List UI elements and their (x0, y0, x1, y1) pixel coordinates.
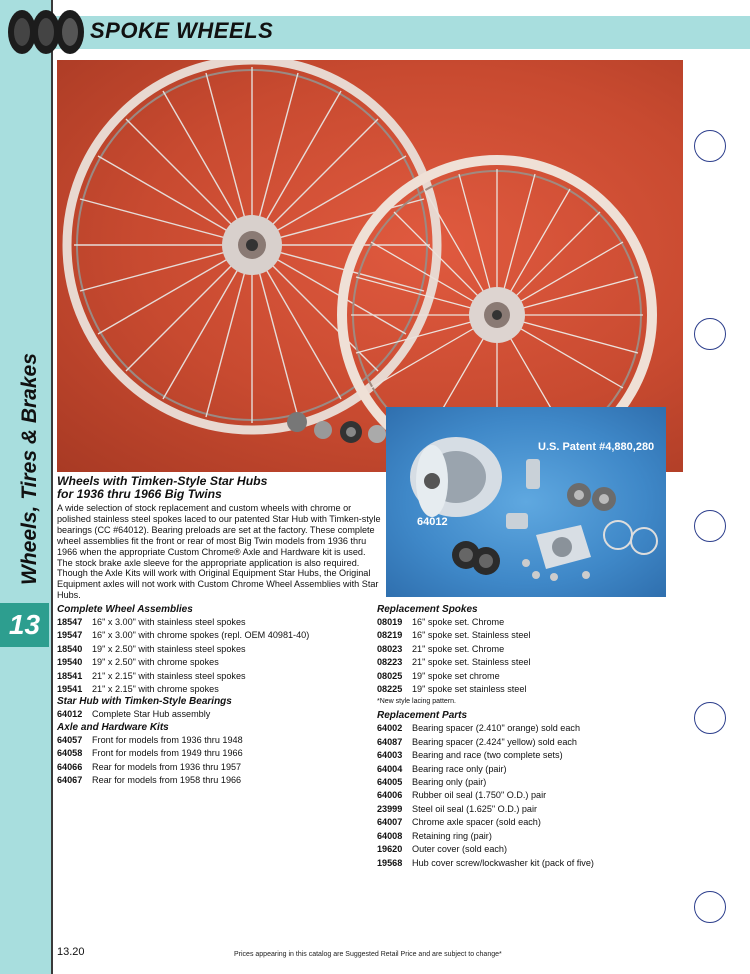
list-item (57, 708, 377, 721)
list-item (377, 749, 697, 762)
part-description: Rear for models from 1936 thru 1957 (92, 761, 242, 772)
list-item (57, 656, 377, 669)
part-number: 19540 (57, 657, 83, 668)
part-number: 64012 (57, 709, 83, 720)
section-heading: Star Hub with Timken-Style Bearings (57, 696, 232, 708)
part-number: 64006 (377, 790, 403, 801)
part-description: Hub cover screw/lockwasher kit (pack of five) (412, 857, 594, 868)
list-item (377, 683, 697, 696)
part-number: 64007 (377, 817, 403, 828)
list-item (57, 774, 377, 787)
right-column (377, 604, 697, 870)
part-number: 19568 (377, 857, 403, 868)
part-number: 23999 (377, 803, 403, 814)
part-description: Retaining ring (pair) (412, 830, 492, 841)
star-hub-inset-photo (386, 407, 666, 597)
list-item (377, 670, 697, 683)
part-description: 19" spoke set stainless steel (412, 684, 527, 695)
intro-title (57, 475, 387, 501)
tires-logo-icon (4, 6, 90, 58)
part-number: 08019 (377, 617, 403, 627)
list-item (377, 656, 697, 669)
left-column (57, 604, 377, 787)
part-description: Steel oil seal (1.625" O.D.) pair (412, 803, 538, 814)
list-item (57, 747, 377, 760)
list-item (57, 670, 377, 683)
part-description: 19" x 2.50" with stainless steel spokes (92, 643, 246, 654)
part-number: 08025 (377, 670, 403, 681)
list-item (377, 843, 697, 856)
part-description: Bearing only (pair) (412, 777, 487, 788)
part-description: Front for models from 1949 thru 1966 (92, 748, 243, 759)
list-item (377, 816, 697, 829)
part-description: 21" x 2.15" with stainless steel spokes (92, 670, 246, 681)
part-description: 16" spoke set. Chrome (412, 617, 505, 627)
intro-title-line1: Wheels with Timken-Style Star Hubs (57, 474, 268, 488)
intro-body: A wide selection of stock replacement and custom wheels with chrome or polished stainless steel spokes laced to our patented Star Hub with Timken-style bearings (CC #64012). Bearing preloads are set at the factory. These complete wheel assemblies fit the front or rear of most Big Twin models from 1936 thru 1966 when the appropriate Custom Chrome® Axle and Hardware kit is used. The stock brake axle sleeve for the appropriate application is also required. Though the Axle Kits will work with Original Equipment Star Hubs, the Original Equipment axles will not work with Custom Chrome Wheel Assemblies with Star Hubs. (57, 503, 381, 601)
part-number: 18540 (57, 643, 83, 654)
binder-hole-icon (694, 891, 726, 923)
part-number: 18547 (57, 617, 83, 627)
part-description: Chrome axle spacer (sold each) (412, 817, 541, 828)
part-number: 08223 (377, 657, 403, 668)
part-number: 64003 (377, 750, 403, 761)
complete-wheel-assemblies-section (57, 604, 377, 696)
part-description: 16" x 3.00" with stainless steel spokes (92, 617, 246, 627)
list-item (377, 643, 697, 656)
binder-hole-icon (694, 318, 726, 350)
part-number: 08225 (377, 684, 403, 695)
part-number: 64066 (57, 761, 83, 772)
list-item (57, 683, 377, 696)
price-disclaimer: Prices appearing in this catalog are Suggested Retail Price and are subject to change* (234, 951, 502, 958)
list-item (57, 629, 377, 642)
intro-title-line2: for 1936 thru 1966 Big Twins (57, 487, 222, 501)
part-description: Front for models from 1936 thru 1948 (92, 734, 243, 745)
part-description: Bearing spacer (2.410" orange) sold each (412, 723, 581, 734)
section-heading: Complete Wheel Assemblies (57, 604, 193, 615)
part-number: 19541 (57, 684, 83, 695)
part-description: 21" spoke set. Chrome (412, 643, 505, 654)
list-item (377, 776, 697, 789)
sidebar-divider (51, 0, 53, 974)
part-description: 19" x 2.50" with chrome spokes (92, 657, 219, 668)
list-item (57, 734, 377, 747)
part-description: 21" x 2.15" with chrome spokes (92, 684, 219, 695)
part-number: 64004 (377, 763, 403, 774)
star-hub-section (57, 696, 377, 721)
list-item (377, 722, 697, 735)
part-number: 18541 (57, 670, 83, 681)
part-number: 64005 (377, 777, 403, 788)
part-description: Bearing and race (two complete sets) (412, 750, 563, 761)
sidebar-section-title (6, 330, 46, 590)
page-title: SPOKE WHEELS (90, 18, 274, 43)
part-number: 19547 (57, 630, 83, 641)
part-number: 19620 (377, 844, 403, 855)
part-description: Bearing race only (pair) (412, 763, 507, 774)
list-item (377, 616, 697, 629)
list-item (377, 789, 697, 802)
star-hub-illustration (386, 407, 666, 597)
list-item (377, 857, 697, 870)
page-number: 13.20 (57, 946, 85, 958)
list-item (377, 763, 697, 776)
part-description: Rear for models from 1958 thru 1966 (92, 775, 242, 786)
part-number: 64067 (57, 775, 83, 786)
part-description: Complete Star Hub assembly (92, 709, 211, 720)
part-description: Rubber oil seal (1.750" O.D.) pair (412, 790, 547, 801)
part-description: Bearing spacer (2.424" yellow) sold each (412, 736, 577, 747)
chapter-tab: 13 (0, 603, 49, 647)
binder-hole-icon (694, 702, 726, 734)
list-item (57, 761, 377, 774)
section-heading: Replacement Spokes (377, 604, 478, 615)
part-description: 16" x 3.00" with chrome spokes (repl. OEM 40981-40) (92, 630, 310, 641)
part-description: 16" spoke set. Stainless steel (412, 630, 531, 641)
section-heading: Axle and Hardware Kits (57, 721, 169, 733)
part-number: 64057 (57, 734, 83, 745)
sidebar-title-text: Wheels, Tires & Brakes (18, 353, 41, 585)
list-item (57, 616, 377, 629)
patent-label: U.S. Patent #4,880,280 (538, 441, 655, 453)
part-description: Outer cover (sold each) (412, 844, 508, 855)
list-item (57, 643, 377, 656)
part-description: 21" spoke set. Stainless steel (412, 657, 531, 668)
list-item (377, 803, 697, 816)
replacement-spokes-section (377, 604, 697, 707)
part-number: 64058 (57, 748, 83, 759)
section-heading: Replacement Parts (377, 710, 468, 722)
list-item (377, 830, 697, 843)
binder-hole-icon (694, 510, 726, 542)
part-number: 64087 (377, 736, 403, 747)
list-item (377, 629, 697, 642)
replacement-parts-section (377, 710, 697, 869)
part-number: 64008 (377, 830, 403, 841)
inset-part-label: 64012 (417, 516, 448, 528)
part-number: 08219 (377, 630, 403, 641)
part-number: 64002 (377, 723, 403, 734)
axle-hardware-kits-section (57, 722, 377, 788)
part-description: 19" spoke set chrome (412, 670, 500, 681)
lacing-note: *New style lacing pattern. (377, 698, 456, 706)
part-number: 08023 (377, 643, 403, 654)
list-item (377, 736, 697, 749)
binder-hole-icon (694, 130, 726, 162)
